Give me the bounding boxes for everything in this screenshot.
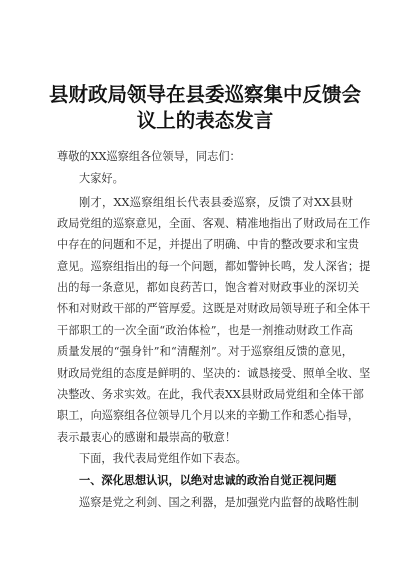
paragraph-1-line: 质量发展的“强身针”和“清醒剂”。对于巡察组反馈的意见， xyxy=(57,345,353,358)
paragraph-1-line: 怀和对财政干部的严管厚爱。这既是对财政局领导班子和全体干 xyxy=(57,302,371,315)
paragraph-1-line: 财政局党组的态度是鲜明的、坚决的：诚恳接受、照单全收、坚 xyxy=(57,367,371,380)
paragraph-1-line: 干部职工的一次全面“政治体检”，也是一剂推动财政工作高 xyxy=(57,324,353,337)
paragraph-1-line: 职工，向巡察组各位领导几个月以来的辛勤工作和悉心指导， xyxy=(57,409,360,422)
section-heading-1: 一、深化思想认识，以绝对忠诚的政治自觉正视问题 xyxy=(79,474,337,487)
document-title-line-1: 县财政局领导在县委巡察集中反馈会 xyxy=(48,83,361,106)
paragraph-2-line: 巡察是党之利剑、国之利器，是加强党内监督的战略性制 xyxy=(79,496,359,509)
paragraph-1-line: 政局党组的巡察意见，全面、客观、精准地指出了财政局在工作 xyxy=(57,217,371,230)
paragraph-1-line: 决整改、务求实效。在此，我代表XX县财政局党组和全体干部 xyxy=(57,388,364,401)
paragraph-1-line: 意见。巡察组指出的每一个问题，都如警钟长鸣，发人深省；提 xyxy=(57,260,371,273)
document-title-line-2: 议上的表态发言 xyxy=(136,109,274,132)
paragraph-1-line: 中存在的问题和不足，并提出了明确、中肯的整改要求和宝贵 xyxy=(57,238,360,251)
paragraph-1-line: 表示最衷心的感谢和最崇高的敬意！ xyxy=(57,431,237,444)
transition-sentence: 下面，我代表局党组作如下表态。 xyxy=(79,452,247,465)
salutation: 尊敬的XX巡察组各位领导，同志们： xyxy=(57,150,241,163)
paragraph-1-line: 刚才，XX巡察组组长代表县委巡察，反馈了对XX县财 xyxy=(79,196,353,209)
greeting: 大家好。 xyxy=(79,172,124,185)
paragraph-1-line: 出的每一条意见，都如良药苦口，饱含着对财政事业的深切关 xyxy=(57,281,360,294)
